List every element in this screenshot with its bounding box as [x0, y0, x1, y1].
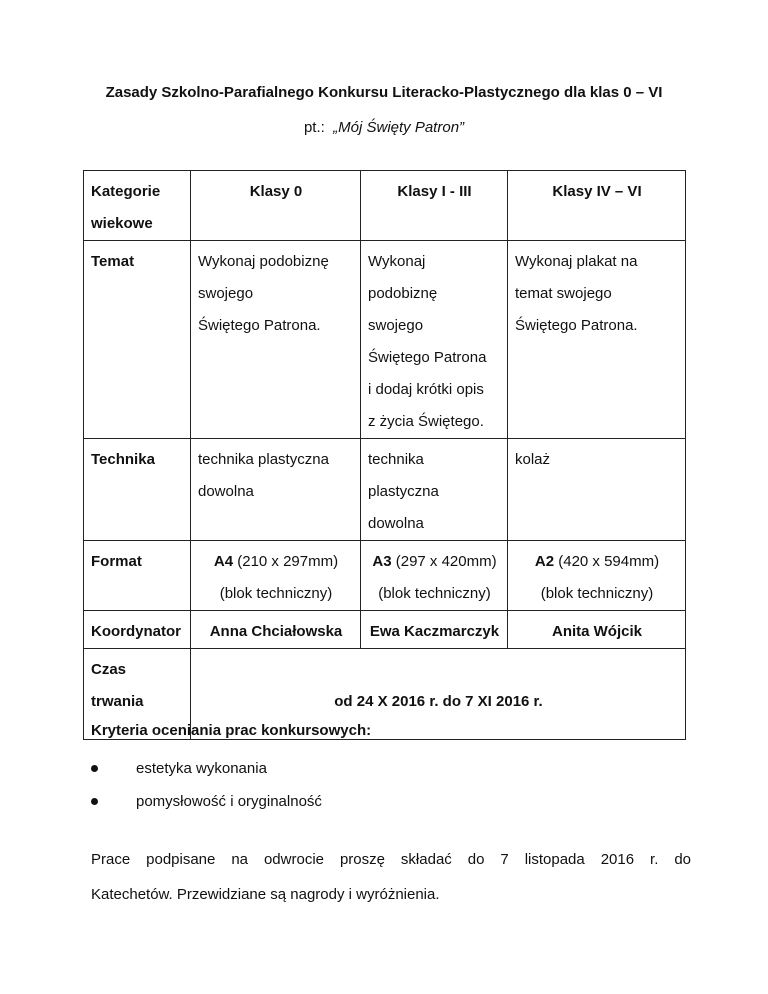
- row-label-technika: Technika: [84, 439, 191, 541]
- cell-line: Wykonaj: [368, 253, 426, 270]
- cell-line: temat swojego: [515, 285, 612, 302]
- czas-value: od 24 X 2016 r. do 7 XI 2016 r.: [191, 649, 686, 740]
- cell-line: z życia Świętego.: [368, 413, 484, 430]
- bullet-icon: [91, 765, 98, 772]
- cell-line: Wykonaj podobiznę: [198, 253, 329, 270]
- criteria-text: pomysłowość i oryginalność: [136, 793, 322, 810]
- cell-line: Świętego Patrona: [368, 349, 487, 366]
- technika-class-1-3: [361, 439, 508, 541]
- cell-line: plastyczna: [368, 483, 439, 500]
- header-class-1-3: Klasy I - III: [361, 171, 508, 241]
- paper-note: (blok techniczny): [540, 585, 654, 602]
- header-category-line1: Kategorie: [91, 183, 161, 200]
- paper-size: A3: [372, 553, 392, 570]
- note-line2: Katechetów. Przewidziane są nagrody i wyróżnienia.: [91, 886, 440, 903]
- contest-name: „Mój Święty Patron”: [333, 119, 465, 136]
- list-item: [91, 752, 322, 785]
- header-class-0: Klasy 0: [191, 171, 361, 241]
- criteria-text: estetyka wykonania: [136, 760, 267, 777]
- header-category: [84, 171, 191, 241]
- row-label-temat: Temat: [84, 241, 191, 439]
- paper-note: (blok techniczny): [219, 585, 333, 602]
- cell-line: Świętego Patrona.: [515, 317, 638, 334]
- criteria-list: [91, 752, 322, 818]
- row-label-czas-line2: trwania: [91, 693, 144, 710]
- format-size-line: [515, 546, 679, 578]
- format-class-1-3: [361, 541, 508, 611]
- cell-line: i dodaj krótki opis: [368, 381, 484, 398]
- table-row-format: [84, 541, 686, 611]
- cell-line: technika: [368, 451, 424, 468]
- header-class-4-6: Klasy IV – VI: [508, 171, 686, 241]
- technika-class-0: [191, 439, 361, 541]
- technika-class-4-6: [508, 439, 686, 541]
- row-label-czas-line1: Czas: [91, 661, 127, 678]
- format-class-4-6: [508, 541, 686, 611]
- cell-line: Wykonaj plakat na: [515, 253, 638, 270]
- cell-line: kolaż: [515, 451, 551, 468]
- row-label-koordynator: Koordynator: [84, 611, 191, 649]
- temat-class-0: [191, 241, 361, 439]
- cell-line: Świętego Patrona.: [198, 317, 321, 334]
- temat-class-4-6: [508, 241, 686, 439]
- cell-line: swojego: [198, 285, 254, 302]
- bullet-icon: [91, 798, 98, 805]
- cell-line: dowolna: [198, 483, 254, 500]
- temat-class-1-3: [361, 241, 508, 439]
- table-row-koordynator: [84, 611, 686, 649]
- document-subtitle: [0, 119, 768, 136]
- format-size-line: [368, 546, 501, 578]
- submission-note: [91, 842, 691, 912]
- table-header-row: [84, 171, 686, 241]
- rules-table: [83, 170, 686, 740]
- cell-line: dowolna: [368, 515, 424, 532]
- list-item: [91, 785, 322, 818]
- header-category-line2: wiekowe: [91, 215, 153, 232]
- paper-size: A4: [213, 553, 234, 570]
- paper-note: (blok techniczny): [378, 585, 491, 602]
- koordynator-class-0: Anna Chciałowska: [191, 611, 361, 649]
- koordynator-class-1-3: Ewa Kaczmarczyk: [361, 611, 508, 649]
- paper-dimensions: (297 x 420mm): [395, 553, 497, 570]
- paper-size: A2: [534, 553, 555, 570]
- cell-line: podobiznę: [368, 285, 438, 302]
- note-line1: Prace podpisane na odwrocie proszę składać do 7 listopada 2016 r. do: [91, 851, 691, 868]
- format-class-0: [191, 541, 361, 611]
- cell-line: swojego: [368, 317, 424, 334]
- table-row-temat: [84, 241, 686, 439]
- row-label-format: Format: [84, 541, 191, 611]
- criteria-heading: Kryteria oceniania prac konkursowych:: [91, 722, 372, 739]
- paper-dimensions: (210 x 297mm): [237, 553, 339, 570]
- subtitle-prefix: pt.:: [303, 119, 325, 136]
- document-title: Zasady Szkolno-Parafialnego Konkursu Literacko-Plastycznego dla klas 0 – VI: [105, 84, 663, 101]
- koordynator-class-4-6: Anita Wójcik: [508, 611, 686, 649]
- table-row-technika: [84, 439, 686, 541]
- format-size-line: [198, 546, 354, 578]
- cell-line: technika plastyczna: [198, 451, 329, 468]
- paper-dimensions: (420 x 594mm): [558, 553, 660, 570]
